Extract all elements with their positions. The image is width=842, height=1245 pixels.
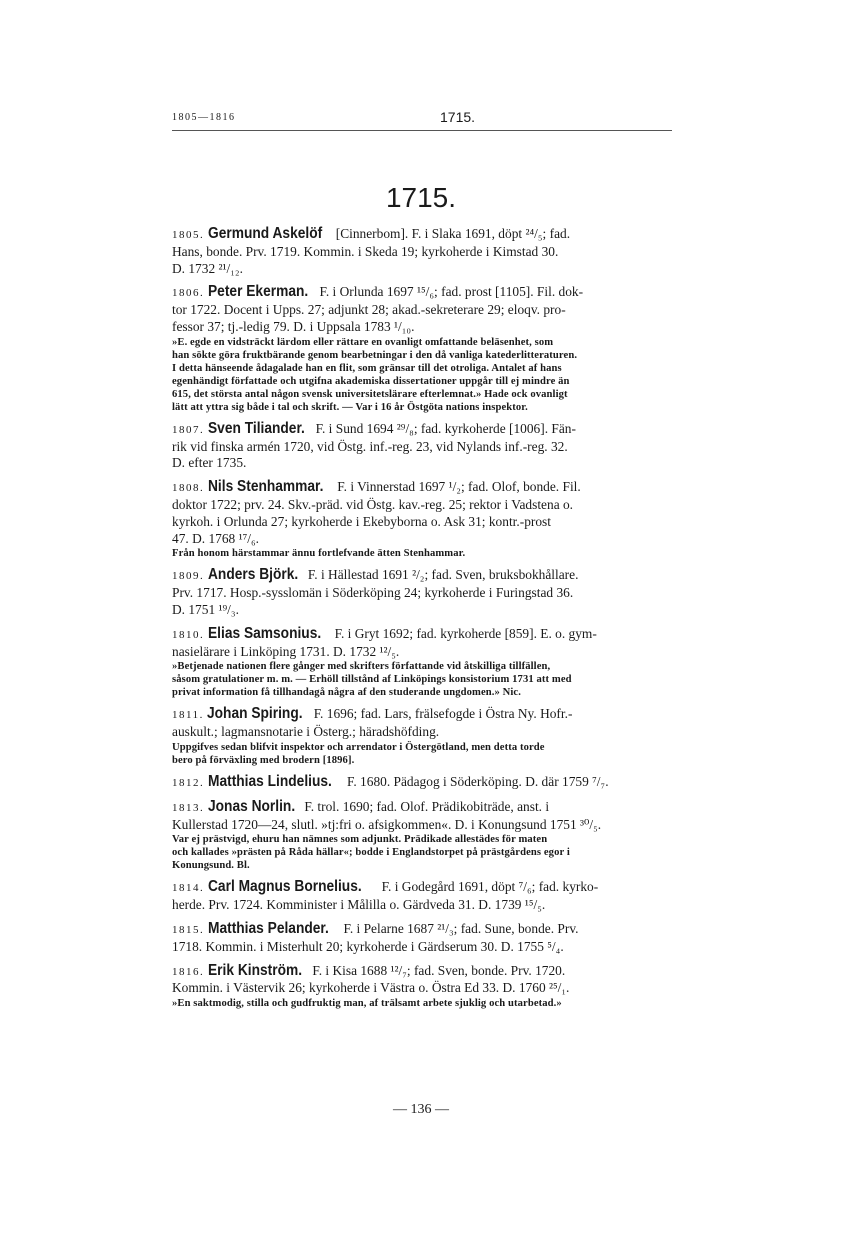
entry-note-line: Var ej prästvigd, ehuru han nämnes som adjunkt. Prädikade allestädes för maten xyxy=(172,834,548,846)
entry xyxy=(172,226,748,277)
entry-name: Carl Magnus Bornelius. xyxy=(207,878,362,896)
entry-number: 1810. xyxy=(172,628,205,641)
entry-note-line: lätt att yttra sig både i tal och skrift. — Var i 16 år Östgöta nations inspektor. xyxy=(172,401,528,413)
entry-line: 1718. Kommin. i Misterhult 20; kyrkoherde i Gärdserum 30. D. 1755 ⁵/₄. xyxy=(172,938,564,954)
entry-line: D. 1732 ²¹/₁₂. xyxy=(172,260,243,276)
entry-name: Erik Kinström. xyxy=(207,961,302,979)
entry-note-line: »En saktmodig, stilla och gudfruktig man, af trälsamt arbete sjuklig och utarbetad.» xyxy=(172,998,562,1010)
entry xyxy=(172,284,748,413)
entry-first-line xyxy=(172,706,748,724)
entry-line: rik vid finska armén 1720, vid Östg. inf.-reg. 23, vid Nylands inf.-reg. 32. xyxy=(172,438,568,454)
entry-first-line xyxy=(172,421,748,439)
entry-line: 47. D. 1768 ¹⁷/₆. xyxy=(172,530,259,546)
entry-number: 1813. xyxy=(172,801,205,814)
entry-line: fessor 37; tj.-ledig 79. D. i Uppsala 1783 ¹/₁₀. xyxy=(172,318,415,334)
entry-number: 1816. xyxy=(172,965,205,978)
entry-name: Matthias Lindelius. xyxy=(207,772,332,790)
entry-note-line: »Betjenade nationen flere gånger med skrifters författande vid åtskilliga tillfällen, xyxy=(172,661,551,673)
entry-line: Prv. 1717. Hosp.-sysslomän i Söderköping 24; kyrkoherde i Furingstad 36. xyxy=(172,585,574,601)
entry-number: 1805. xyxy=(172,229,205,241)
entry-number: 1811. xyxy=(172,709,204,722)
entry-text: F. 1696; fad. Lars, frälsefogde i Östra Ny. Hofr.- xyxy=(313,706,573,722)
entry-first-line xyxy=(172,963,748,981)
entry xyxy=(172,706,748,767)
entry-number: 1806. xyxy=(172,287,205,300)
entry-name: Peter Ekerman. xyxy=(207,283,308,301)
entry-line: Kullerstad 1720—24, slutl. »tj:fri o. afsigkommen«. D. i Konungsund 1751 ³⁰/₅. xyxy=(172,816,602,832)
entry-note-line: bero på förväxling med brodern [1896]. xyxy=(172,754,355,766)
entry-line: D. efter 1735. xyxy=(172,455,247,471)
entry-first-line xyxy=(172,799,748,817)
entry-name: Sven Tiliander. xyxy=(207,419,305,437)
entry-note-line: I detta hänseende ådagalade han en flit, som gränsar till det otroliga. Antalet af hans xyxy=(172,362,562,374)
entry-name: Anders Björk. xyxy=(207,566,298,584)
entry-name: Johan Spiring. xyxy=(207,705,303,723)
entry-number: 1809. xyxy=(172,570,205,583)
entry-first-line xyxy=(172,284,748,302)
entry-line: doktor 1722; prv. 24. Skv.-präd. vid Östg. kav.-reg. 25; rektor i Vadstena o. xyxy=(172,496,574,512)
page-number: — 136 — xyxy=(393,1102,449,1117)
entry-name: Elias Samsonius. xyxy=(207,624,321,642)
entry-note-line: Från honom härstammar ännu fortlefvande ätten Stenhammar. xyxy=(172,548,466,560)
running-head-range: 1805—1816 xyxy=(172,112,236,123)
entry-note-line: och kallades »prästen på Råda hällar«; bodde i Englandstorpet på prästgårdens egor i xyxy=(172,847,570,859)
entry-note-line: privat information få tillhandagå några af den studerande ungdomen.» Nic. xyxy=(172,687,521,699)
entry-first-line xyxy=(172,626,748,644)
entry xyxy=(172,799,748,873)
entry-first-line xyxy=(172,774,748,792)
entry-text: F. i Pelarne 1687 ²¹/₃; fad. Sune, bonde. Prv. xyxy=(343,920,579,936)
entry-first-line xyxy=(172,921,748,939)
entry-note-line: Konungsund. Bl. xyxy=(172,860,250,872)
entry-first-line xyxy=(172,479,748,497)
entry-note-line: han sökte göra fruktbärande genom bearbetningar i den då vanliga katederlitteraturen. xyxy=(172,349,578,361)
entry-line: tor 1722. Docent i Upps. 27; adjunkt 28; akad.-sekreterare 29; eloqv. pro- xyxy=(172,302,566,318)
entry-text: F. i Kisa 1688 ¹²/₇; fad. Sven, bonde. Prv. 1720. xyxy=(312,962,566,978)
entry-number: 1812. xyxy=(172,776,205,789)
entry xyxy=(172,774,748,792)
entry-number: 1807. xyxy=(172,423,205,436)
entry xyxy=(172,567,748,618)
entry-number: 1815. xyxy=(172,923,205,936)
entry-line: Hans, bonde. Prv. 1719. Kommin. i Skeda 19; kyrkoherde i Kimstad 30. xyxy=(172,243,559,259)
entry xyxy=(172,963,748,1011)
entry-first-line xyxy=(172,567,748,585)
entry-line: nasielärare i Linköping 1731. D. 1732 ¹²/₅. xyxy=(172,643,400,659)
entry-text: F. trol. 1690; fad. Olof. Prädikobiträde, anst. i xyxy=(304,798,550,814)
running-head xyxy=(172,109,672,132)
entry xyxy=(172,879,748,914)
entries-list xyxy=(172,226,748,1017)
entry-line: auskult.; lagmansnotarie i Österg.; häradshöfding. xyxy=(172,724,440,740)
entry-name: Jonas Norlin. xyxy=(207,797,295,815)
header-rule xyxy=(172,130,672,131)
entry-note-line: Uppgifves sedan blifvit inspektor och arrendator i Östergötland, men detta torde xyxy=(172,741,545,753)
entry xyxy=(172,479,748,560)
entry xyxy=(172,921,748,956)
entry-number: 1808. xyxy=(172,482,205,495)
entry-name: Matthias Pelander. xyxy=(207,919,329,937)
entry-line: kyrkoh. i Orlunda 27; kyrkoherde i Ekebyborna o. Ask 31; kontr.-prost xyxy=(172,513,551,529)
entry-line: D. 1751 ¹⁹/₃. xyxy=(172,601,239,617)
entry-note-line: såsom gratulationer m. m. — Erhöll tillstånd af Linköpings konsistorium 1731 att med xyxy=(172,674,572,686)
entry-name: Nils Stenhammar. xyxy=(207,478,324,496)
entry-note-line: »E. egde en vidsträckt lärdom eller rättare en ovanligt omfattande beläsenhet, som xyxy=(172,336,554,348)
entry-note-line: 615, det största antal någon svensk universitetslärare efterlemnat.» Hade ock ovanligt xyxy=(172,388,568,400)
entry-text: [Cinnerbom]. F. i Slaka 1691, döpt ²⁴/₅; fad. xyxy=(335,226,571,241)
entry-line: herde. Prv. 1724. Komminister i Målilla o. Gärdveda 31. D. 1739 ¹⁵/₅. xyxy=(172,897,546,913)
entry xyxy=(172,626,748,700)
entry-text: F. i Vinnerstad 1697 ¹/₂; fad. Olof, bonde. Fil. xyxy=(337,479,581,495)
entry-first-line xyxy=(172,226,748,244)
year-heading: 1715. xyxy=(385,182,457,213)
entry-note-line: egenhändigt författade och utgifna akademiska dissertationer uppgår till ej mindre än xyxy=(172,375,570,387)
entry-text: F. i Godegård 1691, döpt ⁷/₆; fad. kyrko- xyxy=(381,879,599,895)
entry-line: Kommin. i Västervik 26; kyrkoherde i Västra o. Östra Ed 33. D. 1760 ²⁵/₁. xyxy=(172,980,570,996)
entry-text: F. 1680. Pädagog i Söderköping. D. där 1759 ⁷/₇. xyxy=(346,773,609,789)
entry-text: F. i Sund 1694 ²⁹/₈; fad. kyrkoherde [1006]. Fän- xyxy=(315,420,576,436)
entry xyxy=(172,421,748,472)
entry-text: F. i Orlunda 1697 ¹⁵/₆; fad. prost [1105]. Fil. dok- xyxy=(319,284,584,300)
entry-text: F. i Gryt 1692; fad. kyrkoherde [859]. E. o. gym- xyxy=(334,625,597,641)
entry-first-line xyxy=(172,879,748,897)
entry-name: Germund Askelöf xyxy=(207,225,322,242)
entry-number: 1814. xyxy=(172,882,205,895)
running-head-year: 1715. xyxy=(440,109,476,125)
entry-text: F. i Hällestad 1691 ²/₂; fad. Sven, bruksbokhållare. xyxy=(307,567,579,583)
